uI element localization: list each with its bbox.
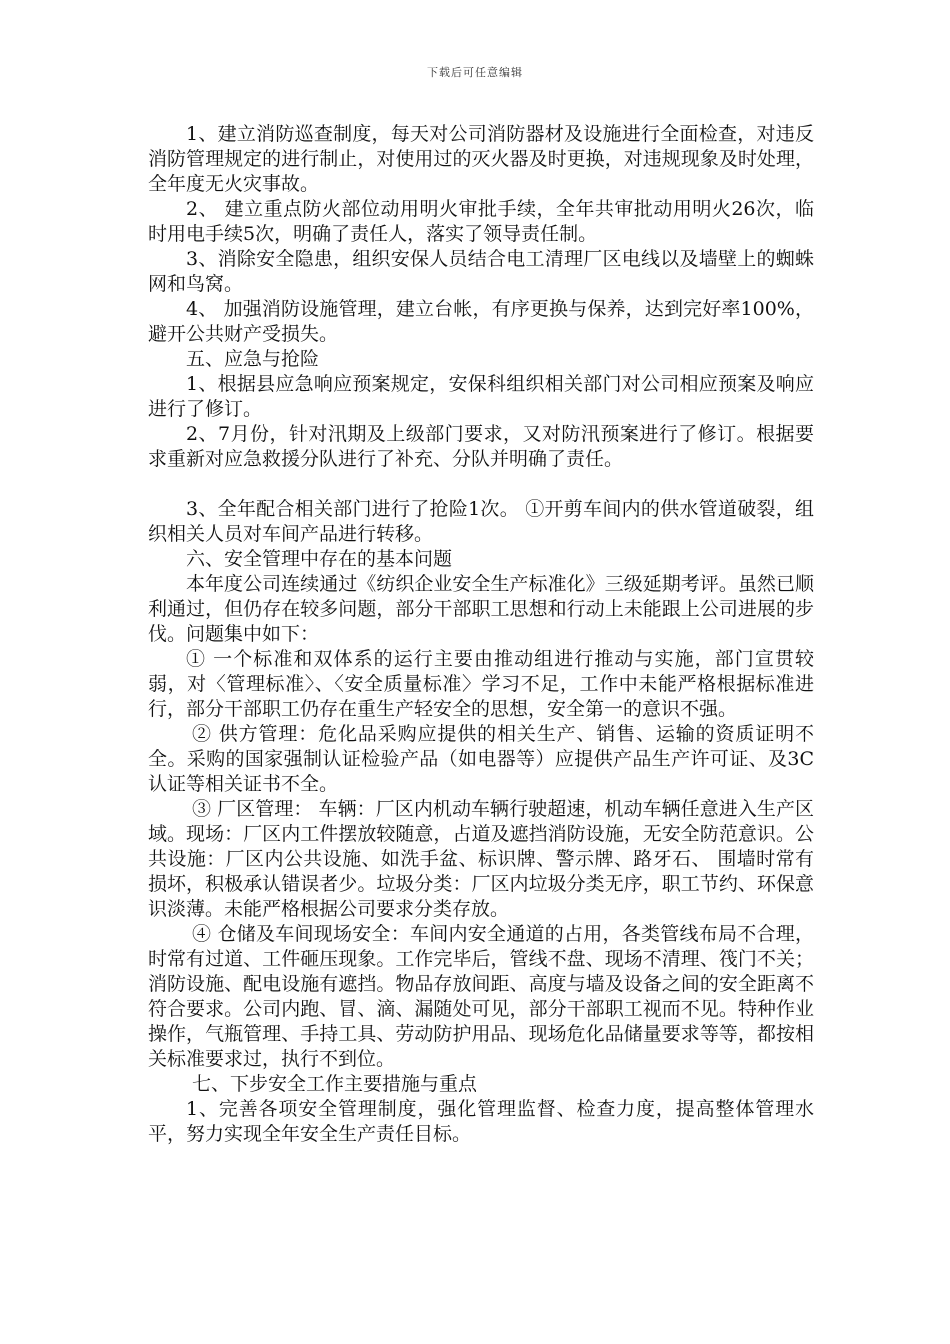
paragraph-hazard-removal: 3、消除安全隐患，组织安保人员结合电工清理厂区电线以及墙壁上的蜘蛛网和鸟窝。 [148, 248, 814, 295]
paragraph-next-step-1: 1、完善各项安全管理制度，强化管理监督、检查力度，提高整体管理水平，努力实现全年安全生产责任目标。 [148, 1098, 814, 1145]
paragraph-problem-4: ④ 仓储及车间现场安全：车间内安全通道的占用，各类管线布局不合理，时常有过道、工件砸压现象。工作完毕后，管线不盘、现场不清理、筏门不关；消防设施、配电设施有遮挡。物品存放间距、高度与墙及设备之间的安全距离不符合要求。公司内跑、冒、滴、漏随处可见，部分干部职工视而不见。特种作业操作，气瓶管理、手持工具、劳动防护用品、现场危化品储量要求等等，都按相关标准要求过，执行不到位。 [148, 923, 814, 1070]
paragraph-problems-intro: 本年度公司连续通过《纺织企业安全生产标准化》三级延期考评。虽然已顺利通过，但仍存在较多问题，部分干部职工思想和行动上未能跟上公司进展的步伐。问题集中如下： [148, 573, 814, 645]
section-heading-problems: 六、安全管理中存在的基本问题 [186, 548, 453, 570]
section-heading-next-steps: 七、下步安全工作主要措施与重点 [192, 1073, 478, 1095]
page-header-note: 下载后可任意编辑 [427, 66, 523, 79]
paragraph-rescue: 3、全年配合相关部门进行了抢险1次。 ①开剪车间内的供水管道破裂，组织相关人员对车间产品进行转移。 [148, 498, 814, 545]
paragraph-emergency-plan: 1、根据县应急响应预案规定，安保科组织相关部门对公司相应预案及响应进行了修订。 [148, 373, 814, 420]
document-body [148, 122, 814, 1147]
paragraph-problem-3: ③ 厂区管理： 车辆：厂区内机动车辆行驶超速，机动车辆任意进入生产区域。现场：厂区内工件摆放较随意，占道及遮挡消防设施，无安全防范意识。公共设施：厂区内公共设施、如洗手盆、标识牌、警示牌、路牙石、 围墙时常有损坏，积极承认错误者少。垃圾分类：厂区内垃圾分类无序，职工节约、环保意识淡薄。未能严格根据公司要求分类存放。 [148, 798, 814, 920]
paragraph-fire-approval: 2、 建立重点防火部位动用明火审批手续，全年共审批动用明火26次，临时用电手续5次，明确了责任人，落实了领导责任制。 [148, 198, 814, 245]
section-heading-emergency: 五、应急与抢险 [186, 348, 320, 370]
paragraph-fire-patrol: 1、建立消防巡查制度，每天对公司消防器材及设施进行全面检查，对违反消防管理规定的进行制止，对使用过的灭火器及时更换，对违规现象及时处理，全年度无火灾事故。 [148, 123, 814, 195]
paragraph-problem-1: ① 一个标准和双体系的运行主要由推动组进行推动与实施，部门宣贯较弱，对〈管理标准〉、〈安全质量标准〉学习不足，工作中未能严格根据标准进行，部分干部职工仍存在重生产轻安全的思想，安全第一的意识不强。 [148, 648, 814, 720]
paragraph-problem-2: ② 供方管理：危化品采购应提供的相关生产、销售、运输的资质证明不全。采购的国家强制认证检验产品（如电器等）应提供产品生产许可证、及3C认证等相关证书不全。 [148, 723, 814, 795]
paragraph-flood-plan: 2、7月份，针对汛期及上级部门要求，又对防汛预案进行了修订。根据要求重新对应急救援分队进行了补充、分队并明确了责任。 [148, 423, 814, 470]
paragraph-fire-facility: 4、 加强消防设施管理，建立台帐，有序更换与保养，达到完好率100%，避开公共财产受损失。 [148, 298, 814, 345]
